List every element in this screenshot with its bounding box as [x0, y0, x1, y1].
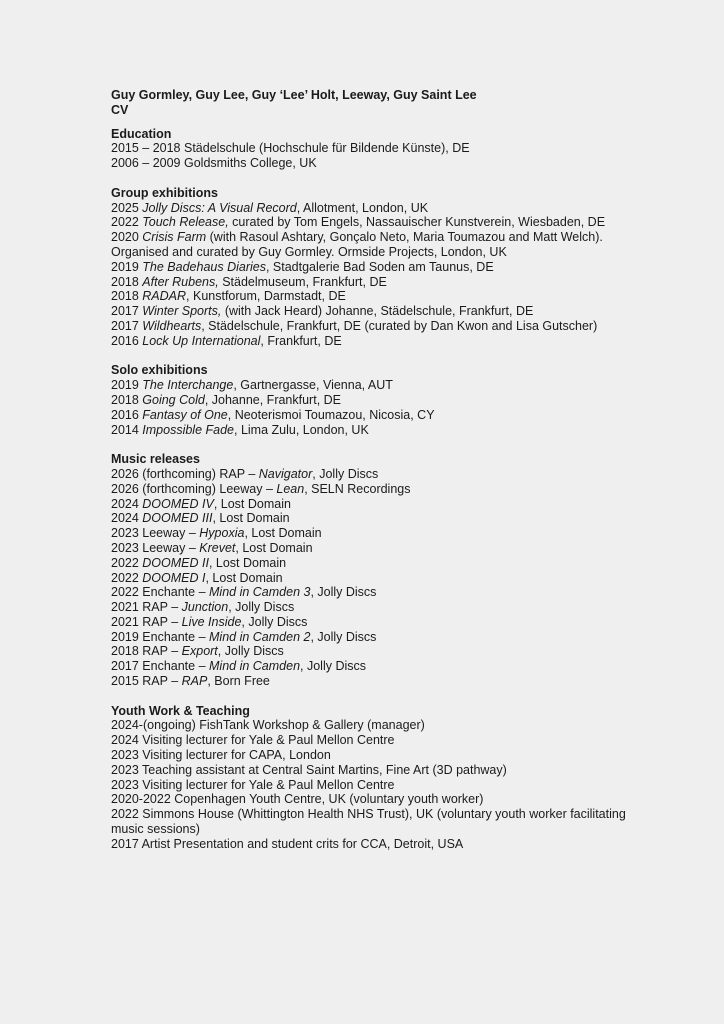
section-music-releases — [111, 452, 716, 689]
entry-line — [111, 733, 716, 748]
entry-title-italic: The Badehaus Diaries — [142, 259, 266, 274]
entry-text: 2017 — [111, 304, 143, 319]
section-heading: Music releases — [111, 452, 200, 467]
entry-title-italic: Lock Up International — [142, 333, 261, 348]
entry-text: , Lost Domain — [213, 496, 291, 511]
entry-title-italic: Crisis Farm — [142, 230, 207, 245]
entry-title-italic: Going Cold — [142, 392, 205, 407]
entry-title-italic: Export — [181, 644, 218, 659]
entry-text: 2016 — [111, 333, 143, 348]
entry-text: 2018 RAP – — [111, 644, 182, 659]
entry-text: 2023 Leeway – — [111, 540, 200, 555]
entry-text: 2023 Teaching assistant at Central Saint Martins, Fine Art (3D pathway) — [111, 762, 507, 777]
cv-header — [111, 88, 716, 118]
entry-text: 2019 — [111, 259, 143, 274]
entry-line — [111, 408, 716, 423]
entry-title-italic: After Rubens, — [142, 274, 219, 289]
entry-line — [111, 334, 716, 349]
entry-title-italic: Jolly Discs: A Visual Record — [142, 200, 297, 215]
entry-text: 2017 — [111, 318, 143, 333]
entry-title-italic: Junction — [181, 600, 229, 615]
entry-text: , SELN Recordings — [304, 481, 411, 496]
entry-text: 2023 Visiting lecturer for CAPA, London — [111, 748, 331, 763]
entry-text: 2023 Leeway – — [111, 526, 200, 541]
section-solo-exhibitions — [111, 363, 716, 437]
entry-line — [111, 423, 716, 438]
cv-label: CV — [111, 102, 129, 117]
entry-line — [111, 659, 716, 674]
entry-title-italic: DOOMED II — [142, 555, 209, 570]
entry-text: , Stadtgalerie Bad Soden am Taunus, DE — [265, 259, 494, 274]
entry-text: , Jolly Discs — [228, 600, 295, 615]
entry-text: 2022 Enchante – — [111, 585, 209, 600]
entry-text: 2022 — [111, 570, 143, 585]
entry-text: 2019 Enchante – — [111, 629, 209, 644]
entry-text: curated by Tom Engels, Nassauischer Kunstverein, Wiesbaden, DE — [228, 215, 606, 230]
entry-text: 2023 Visiting lecturer for Yale & Paul Mellon Centre — [111, 777, 395, 792]
entry-text: 2019 — [111, 378, 143, 393]
section-heading: Education — [111, 126, 172, 141]
entry-text: 2006 – 2009 Goldsmiths College, UK — [111, 156, 317, 171]
entry-text: 2015 RAP – — [111, 674, 182, 689]
entry-line — [111, 156, 716, 171]
entry-text: 2022 Simmons House (Whittington Health NHS Trust), UK (voluntary youth worker facilitating — [111, 807, 626, 822]
entry-line — [111, 556, 716, 571]
entry-text: 2024 — [111, 496, 143, 511]
entry-line — [111, 571, 716, 586]
section-group-exhibitions — [111, 186, 716, 349]
entry-title-italic: Mind in Camden — [209, 659, 301, 674]
entry-text: 2025 — [111, 200, 143, 215]
entry-text: , Lima Zulu, London, UK — [234, 422, 369, 437]
entry-title-italic: Impossible Fade — [142, 422, 234, 437]
entry-text: 2018 — [111, 289, 143, 304]
entry-text: , Jolly Discs — [310, 629, 377, 644]
entry-title-italic: Navigator — [258, 466, 313, 481]
entry-text: music sessions) — [111, 822, 200, 837]
entry-line — [111, 230, 716, 260]
entry-title-italic: Touch Release, — [142, 215, 229, 230]
entry-text: 2021 RAP – — [111, 614, 182, 629]
entry-title-italic: DOOMED I — [142, 570, 206, 585]
section-heading: Solo exhibitions — [111, 363, 208, 378]
entry-text: 2020 — [111, 230, 143, 245]
entry-text: , Lost Domain — [212, 511, 290, 526]
entry-line — [111, 467, 716, 482]
entry-line — [111, 393, 716, 408]
entry-title-italic: Wildhearts — [142, 318, 202, 333]
entry-text: , Gartnergasse, Vienna, AUT — [233, 378, 393, 393]
entry-text: , Jolly Discs — [241, 614, 308, 629]
entry-text: (with Jack Heard) Johanne, Städelschule, Frankfurt, DE — [221, 304, 534, 319]
entry-text: 2016 — [111, 407, 143, 422]
entry-title-italic: DOOMED IV — [142, 496, 214, 511]
entry-title-italic: Mind in Camden 3 — [209, 585, 311, 600]
entry-text: , Kunstforum, Darmstadt, DE — [186, 289, 346, 304]
entry-text: 2026 (forthcoming) Leeway – — [111, 481, 277, 496]
entry-text: 2022 — [111, 555, 143, 570]
entry-text: Städelmuseum, Frankfurt, DE — [218, 274, 387, 289]
entry-line — [111, 748, 716, 763]
cv-content — [111, 88, 716, 866]
entry-title-italic: Krevet — [199, 540, 236, 555]
entry-text: 2024-(ongoing) FishTank Workshop & Gallery (manager) — [111, 718, 425, 733]
entry-text: 2014 — [111, 422, 143, 437]
entry-text: 2020-2022 Copenhagen Youth Centre, UK (voluntary youth worker) — [111, 792, 484, 807]
entry-text: 2024 — [111, 511, 143, 526]
artist-names-title: Guy Gormley, Guy Lee, Guy ‘Lee’ Holt, Leeway, Guy Saint Lee — [111, 88, 477, 102]
entry-title-italic: RAP — [181, 674, 208, 689]
entry-line — [111, 615, 716, 630]
entry-line — [111, 630, 716, 645]
entry-text: , Allotment, London, UK — [296, 200, 429, 215]
section-youth-work-teaching — [111, 704, 716, 852]
entry-text: , Jolly Discs — [300, 659, 366, 674]
entry-text: , Jolly Discs — [310, 585, 377, 600]
entry-line — [111, 674, 716, 689]
entry-text: , Jolly Discs — [217, 644, 284, 659]
section-education — [111, 127, 716, 171]
section-heading: Group exhibitions — [111, 185, 218, 200]
entry-text: , Städelschule, Frankfurt, DE (curated by Dan Kwon and Lisa Gutscher) — [201, 318, 598, 333]
entry-line — [111, 289, 716, 304]
entry-text: 2022 — [111, 215, 143, 230]
entry-text: (with Rasoul Ashtary, Gonçalo Neto, Maria Toumazou and Matt Welch). — [206, 230, 603, 245]
entry-line — [111, 792, 716, 807]
entry-line — [111, 482, 716, 497]
entry-title-italic: Live Inside — [181, 614, 242, 629]
entry-title-italic: The Interchange — [142, 378, 234, 393]
entry-line — [111, 763, 716, 778]
entry-text: 2026 (forthcoming) RAP – — [111, 466, 259, 481]
entry-text: , Jolly Discs — [312, 466, 379, 481]
entry-line — [111, 141, 716, 156]
entry-line — [111, 304, 716, 319]
entry-line — [111, 837, 716, 852]
entry-line — [111, 215, 716, 230]
entry-text: , Lost Domain — [205, 570, 283, 585]
entry-line — [111, 585, 716, 600]
entry-line — [111, 718, 716, 733]
entry-text: , Johanne, Frankfurt, DE — [204, 392, 342, 407]
entry-text: 2015 – 2018 Städelschule (Hochschule für Bildende Künste), DE — [111, 141, 470, 156]
entry-title-italic: DOOMED III — [142, 511, 213, 526]
entry-line — [111, 319, 716, 334]
entry-text: , Frankfurt, DE — [260, 333, 342, 348]
entry-text: 2021 RAP – — [111, 600, 182, 615]
entry-title-italic: Mind in Camden 2 — [209, 629, 311, 644]
entry-text: 2018 — [111, 392, 143, 407]
entry-text: 2018 — [111, 274, 143, 289]
entry-line — [111, 807, 716, 837]
entry-line — [111, 378, 716, 393]
sections — [111, 127, 716, 852]
entry-line — [111, 541, 716, 556]
entry-line — [111, 526, 716, 541]
entry-title-italic: Winter Sports, — [142, 304, 222, 319]
entry-text: , Lost Domain — [208, 555, 287, 570]
entry-line — [111, 511, 716, 526]
entry-text: 2017 Artist Presentation and student crits for CCA, Detroit, USA — [111, 836, 464, 851]
entry-text: , Lost Domain — [235, 540, 313, 555]
entry-text: , Lost Domain — [244, 526, 322, 541]
entry-line — [111, 497, 716, 512]
entry-line — [111, 778, 716, 793]
entry-line — [111, 275, 716, 290]
entry-title-italic: Fantasy of One — [142, 407, 228, 422]
section-heading: Youth Work & Teaching — [111, 703, 250, 718]
entry-line — [111, 260, 716, 275]
entry-line — [111, 644, 716, 659]
entry-text: Organised and curated by Guy Gormley. Ormside Projects, London, UK — [111, 244, 507, 259]
entry-line — [111, 600, 716, 615]
entry-title-italic: Lean — [276, 481, 305, 496]
entry-text: 2017 Enchante – — [111, 659, 209, 674]
entry-text: , Born Free — [207, 674, 270, 689]
entry-title-italic: Hypoxia — [199, 526, 245, 541]
entry-title-italic: RADAR — [142, 289, 187, 304]
entry-line — [111, 201, 716, 216]
entry-text: 2024 Visiting lecturer for Yale & Paul Mellon Centre — [111, 733, 395, 748]
entry-text: , Neoterismoi Toumazou, Nicosia, CY — [227, 407, 435, 422]
